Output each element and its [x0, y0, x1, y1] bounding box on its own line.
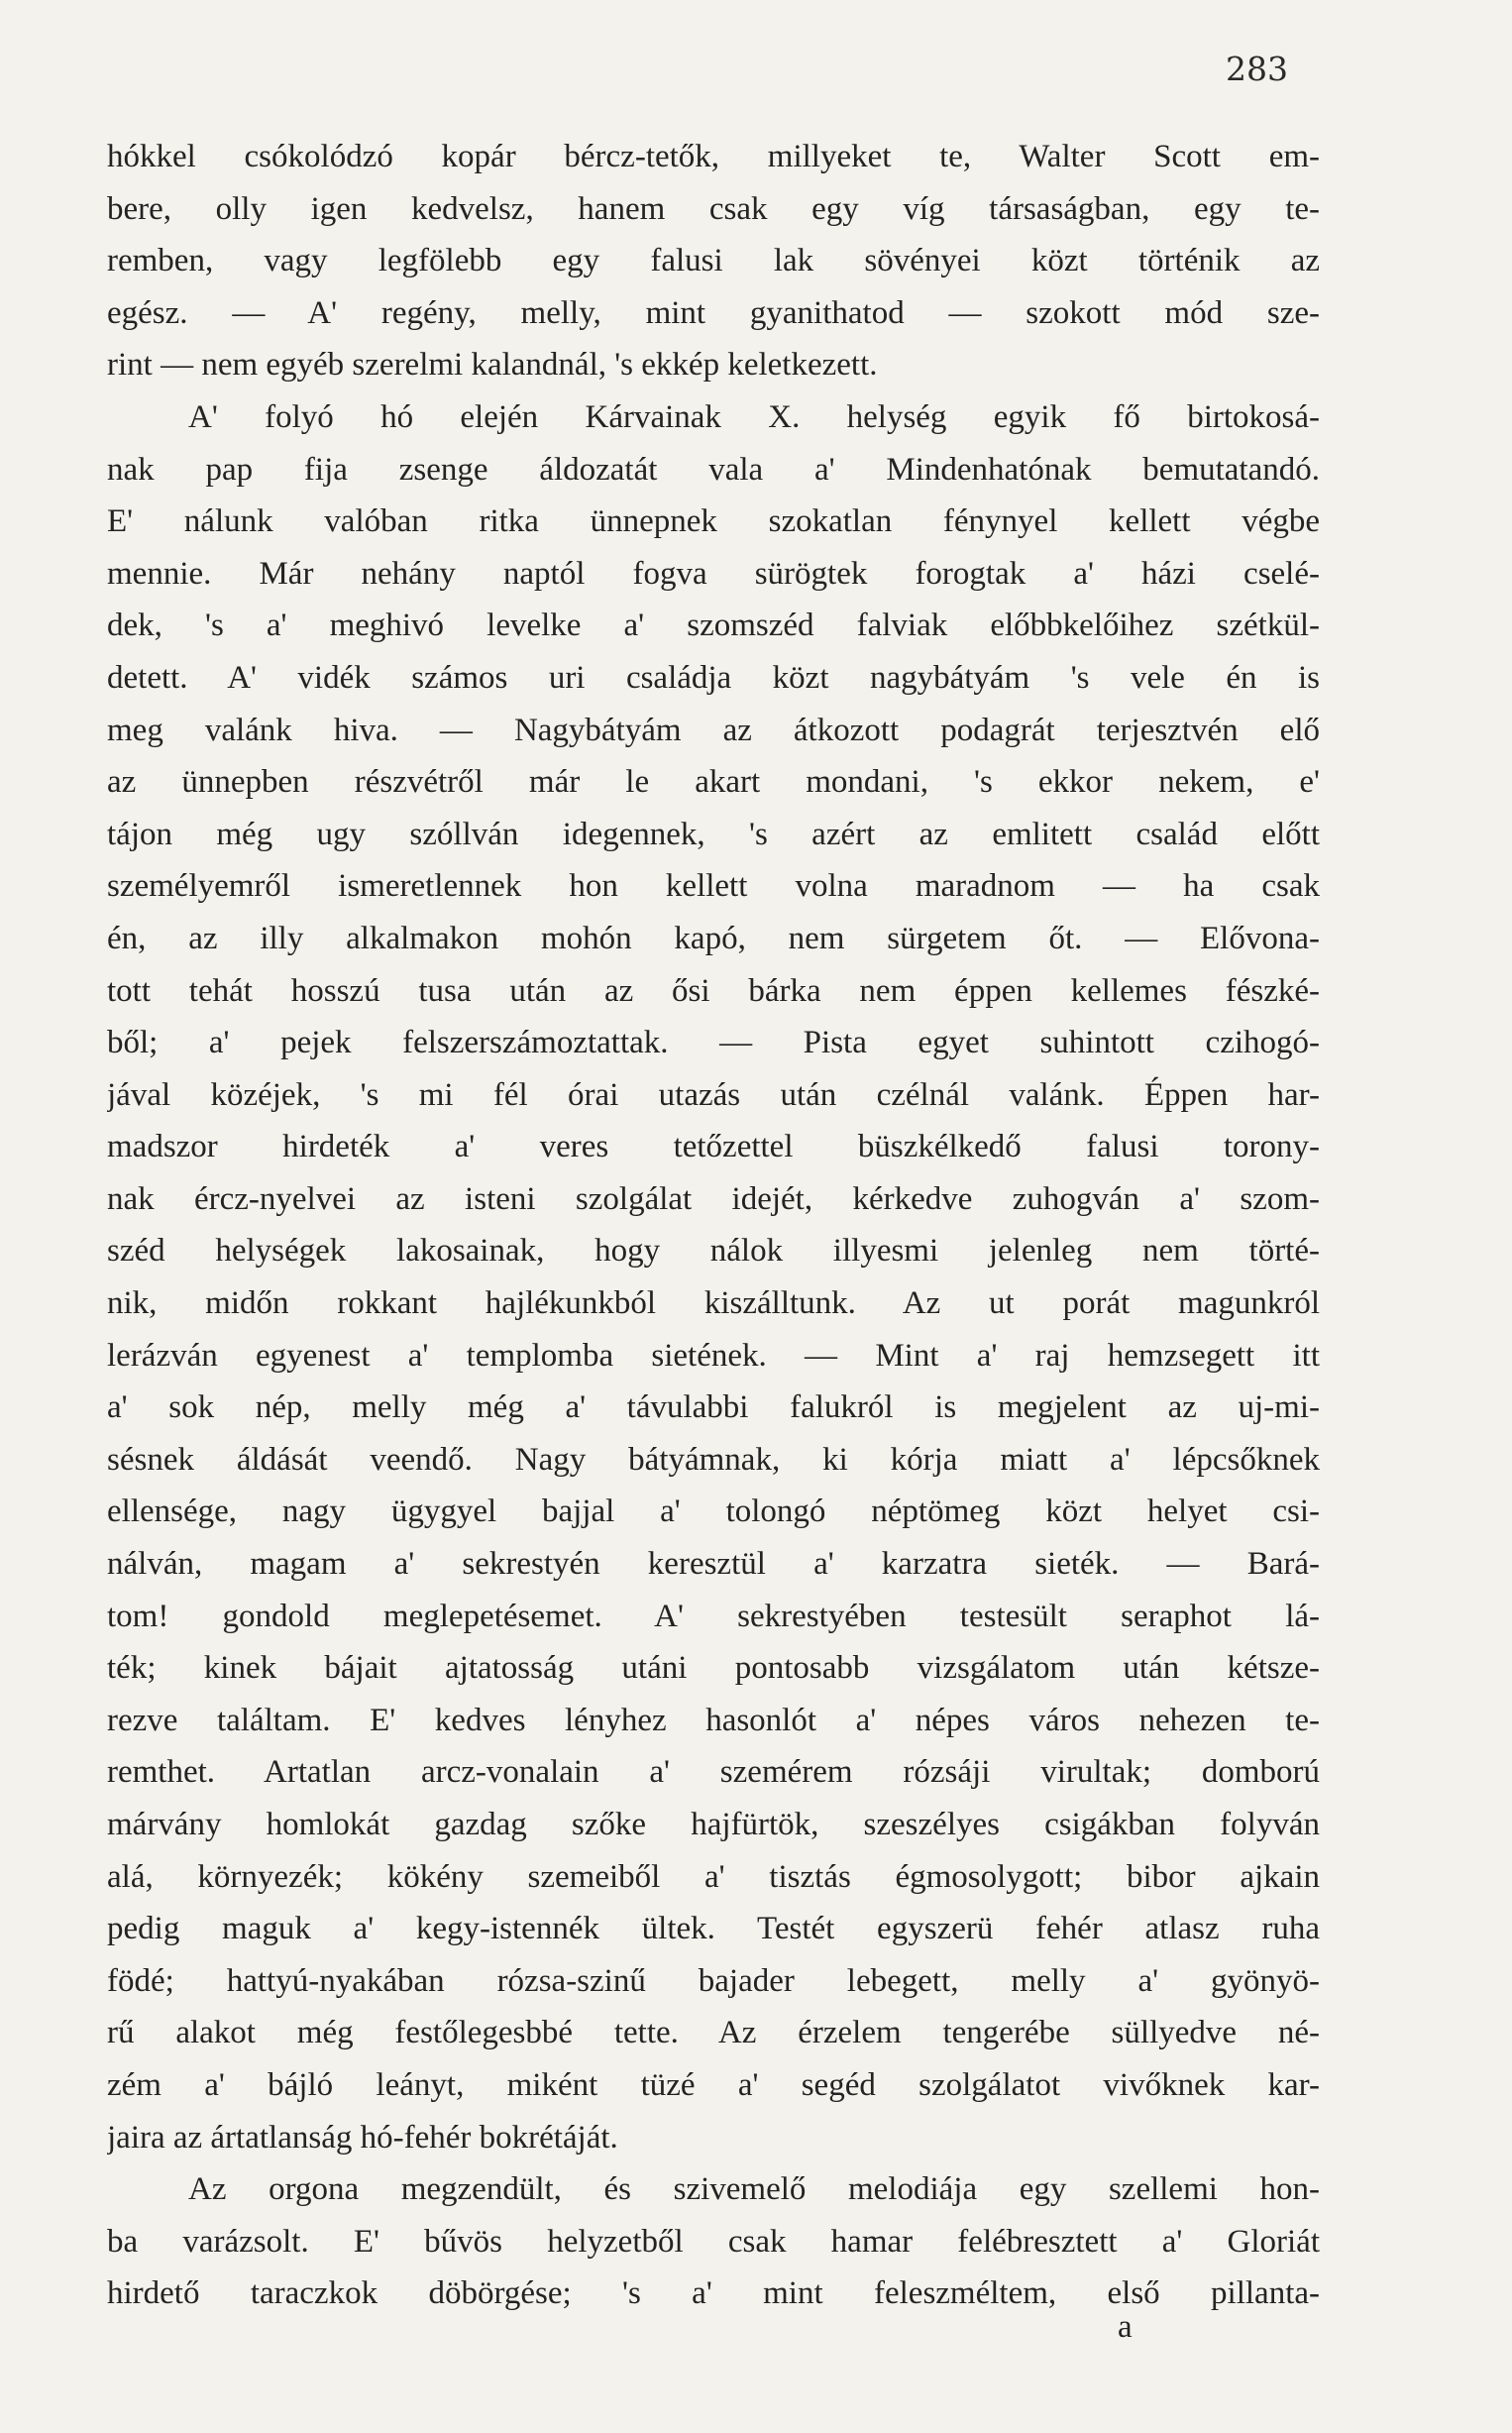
- text-line: egész. — A' regény, melly, mint gyanithatod — szokott mód sze-: [107, 294, 1320, 331]
- text-line: ték; kinek bájait ajtatosság utáni pontosabb vizsgálatom után kétsze-: [107, 1650, 1320, 1687]
- text-line: A' folyó hó elején Kárvainak X. helység egyik fő birtokosá-: [188, 398, 1320, 435]
- text-line: zém a' bájló leányt, miként tüzé a' segéd szolgálatot vivőknek kar-: [107, 2066, 1320, 2103]
- text-line: a' sok nép, melly még a' távulabbi falukról is megjelent az uj-mi-: [107, 1389, 1320, 1426]
- text-line: mennie. Már nehány naptól fogva sürögtek forogtak a' házi cselé-: [107, 555, 1320, 592]
- text-line: nálván, magam a' sekrestyén keresztül a' karzatra sieték. — Bará-: [107, 1546, 1320, 1583]
- page-number: 283: [1226, 50, 1288, 88]
- text-line: pedig maguk a' kegy-istennék ültek. Testét egyszerü fehér atlasz ruha: [107, 1911, 1320, 1947]
- text-line: ből; a' pejek felszerszámoztattak. — Pista egyet suhintott czihogó-: [107, 1025, 1320, 1061]
- text-line: Az orgona megzendült, és szivemelő melodiája egy szellemi hon-: [188, 2171, 1320, 2208]
- text-line: ba varázsolt. E' bűvös helyzetből csak hamar felébresztett a' Gloriát: [107, 2223, 1320, 2260]
- text-line: dek, 's a' meghivó levelke a' szomszéd falviak előbbkelőihez szétkül-: [107, 608, 1320, 644]
- text-line: alá, környezék; kökény szemeiből a' tisztás égmosolygott; bibor ajkain: [107, 1858, 1320, 1895]
- text-line: jaira az ártatlanság hó-fehér bokrétáját.: [107, 2119, 618, 2156]
- text-line: remthet. Artatlan arcz-vonalain a' szemérem rózsáji virultak; domború: [107, 1754, 1320, 1791]
- text-line: tom! gondold meglepetésemet. A' sekrestyében testesült seraphot lá-: [107, 1598, 1320, 1634]
- text-line: hirdető taraczkok döbörgése; 's a' mint feleszméltem, első pillanta-: [107, 2275, 1320, 2312]
- text-line: madszor hirdeték a' veres tetőzettel büszkélkedő falusi torony-: [107, 1129, 1320, 1165]
- text-line: az ünnepben részvétről már le akart mondani, 's ekkor nekem, e': [107, 764, 1320, 801]
- body-text: [107, 131, 1320, 2320]
- text-line: márvány homlokát gazdag szőke hajfürtök, szeszélyes csigákban folyván: [107, 1807, 1320, 1842]
- text-line: rezve találtam. E' kedves lényhez hasonlót a' népes város nehezen te-: [107, 1702, 1320, 1738]
- text-line: rű alakot még festőlegesbbé tette. Az érzelem tengerébe süllyedve né-: [107, 2015, 1320, 2051]
- text-line: detett. A' vidék számos uri családja közt nagybátyám 's vele én is: [107, 659, 1320, 696]
- catchword: a: [1118, 2309, 1133, 2345]
- text-line: nak ércz-nyelvei az isteni szolgálat idejét, kérkedve zuhogván a' szom-: [107, 1180, 1320, 1217]
- text-line: födé; hattyú-nyakában rózsa-szinű bajader lebegett, melly a' gyönyö-: [107, 1962, 1320, 1999]
- text-line: személyemről ismeretlennek hon kellett volna maradnom — ha csak: [107, 868, 1320, 905]
- text-line: jával közéjek, 's mi fél órai utazás után czélnál valánk. Éppen har-: [107, 1076, 1320, 1113]
- text-line: lerázván egyenest a' templomba sietének. — Mint a' raj hemzsegett itt: [107, 1337, 1320, 1374]
- text-line: nak pap fija zsenge áldozatát vala a' Mindenhatónak bemutatandó.: [107, 451, 1320, 488]
- text-line: meg valánk hiva. — Nagybátyám az átkozott podagrát terjesztvén elő: [107, 712, 1320, 748]
- text-line: sésnek áldását veendő. Nagy bátyámnak, ki kórja miatt a' lépcsőknek: [107, 1441, 1320, 1478]
- text-line: hókkel csókolódzó kopár bércz-tetők, millyeket te, Walter Scott em-: [107, 139, 1320, 174]
- text-line: ellensége, nagy ügygyel bajjal a' tolongó néptömeg közt helyet csi-: [107, 1493, 1320, 1530]
- text-line: bere, olly igen kedvelsz, hanem csak egy víg társaságban, egy te-: [107, 190, 1320, 227]
- text-line: rint — nem egyéb szerelmi kalandnál, 's ekkép keletkezett.: [107, 347, 878, 384]
- text-line: E' nálunk valóban ritka ünnepnek szokatlan fénynyel kellett végbe: [107, 503, 1320, 540]
- text-line: nik, midőn rokkant hajlékunkból kiszálltunk. Az ut porát magunkról: [107, 1285, 1320, 1322]
- text-line: széd helységek lakosainak, hogy nálok illyesmi jelenleg nem törté-: [107, 1233, 1320, 1270]
- text-line: én, az illy alkalmakon mohón kapó, nem sürgetem őt. — Elővona-: [107, 920, 1320, 956]
- text-line: tájon még ugy szóllván idegennek, 's azért az emlitett család előtt: [107, 816, 1320, 852]
- text-line: remben, vagy legfölebb egy falusi lak sövényei közt történik az: [107, 243, 1320, 279]
- text-line: tott tehát hosszú tusa után az ősi bárka nem éppen kellemes fészké-: [107, 972, 1320, 1009]
